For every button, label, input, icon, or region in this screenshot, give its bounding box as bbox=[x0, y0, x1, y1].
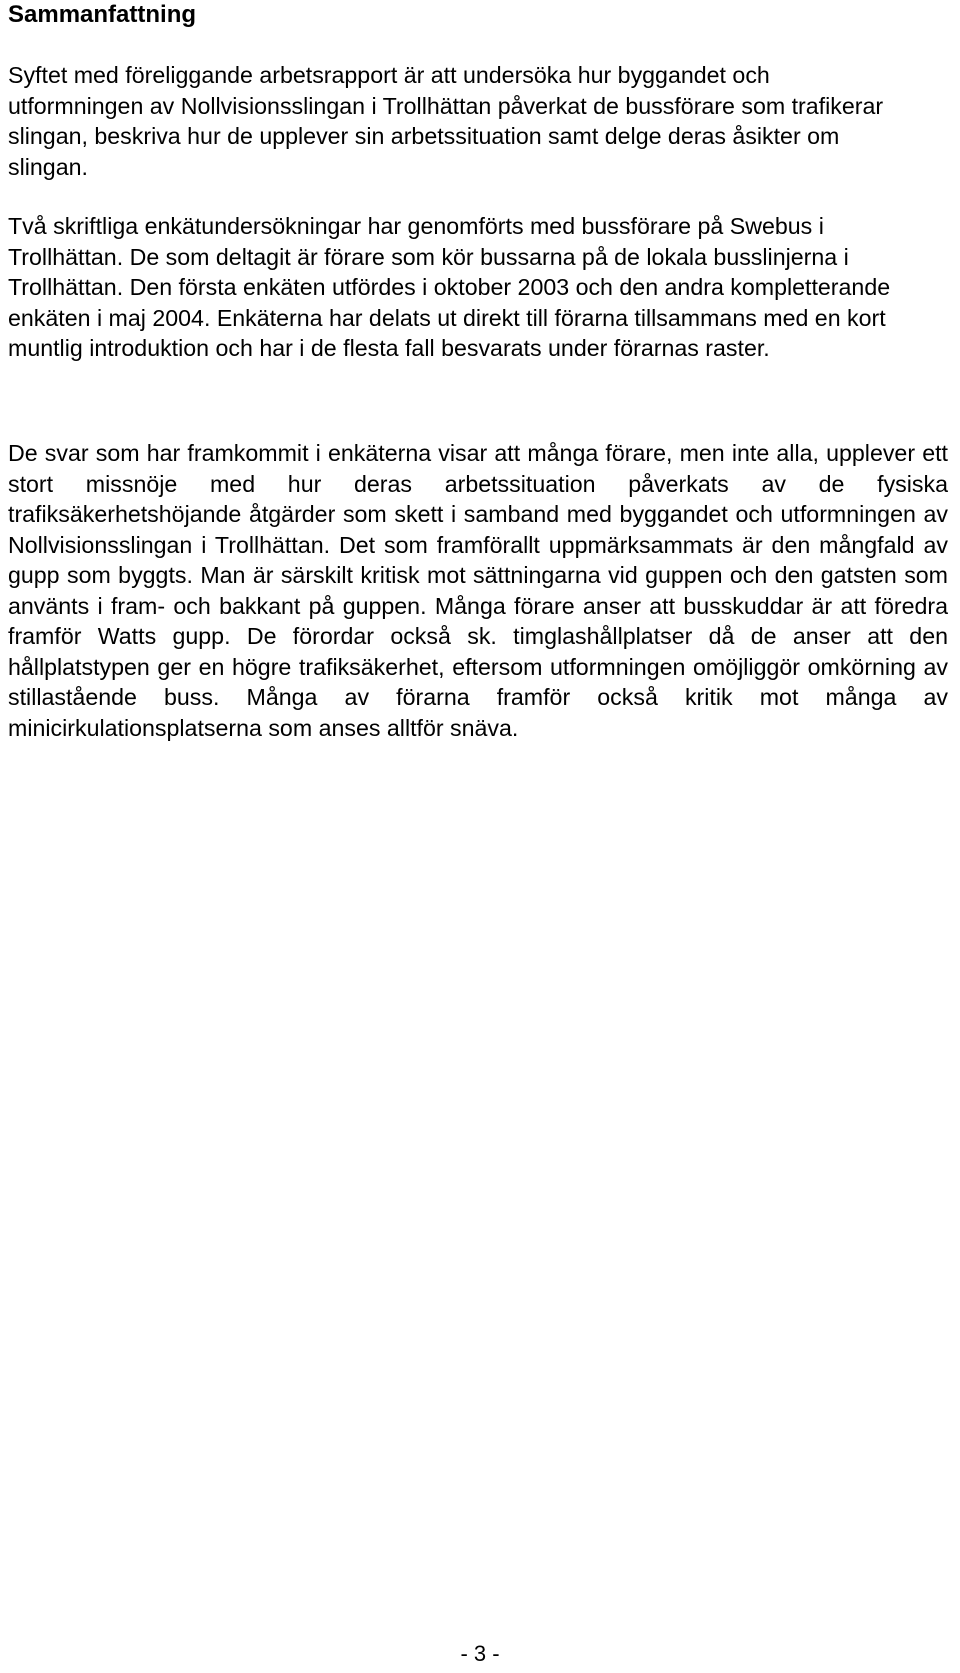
section-heading: Sammanfattning bbox=[8, 1, 197, 28]
paragraph-results: De svar som har framkommit i enkäterna visar att många förare, men inte alla, upplever ett stort missnöje med hur deras arbetssituation påverkats av de fysiska trafiksäkerhetshöjande åtgärder som skett i samband med byggandet och utformningen av Nollvisionsslingan i Trollhättan. Det som framförallt uppmärksammats är den mångfald av gupp som byggts. Man är särskilt kritisk mot sättningarna vid guppen och den gatsten som använts i fram- och bakkant på guppen. Många förare anser att busskuddar är att föredra framför Watts gupp. De förordar också sk. timglashållplatser då de anser att den hållplatstypen ger en högre trafiksäkerhet, eftersom utformningen omöjliggör omkörning av stillastående buss. Många av förarna framför också kritik mot många av minicirkulationsplatserna som anses alltför snäva. bbox=[8, 440, 948, 741]
page-number: - 3 - bbox=[460, 1641, 500, 1666]
paragraph-method: Två skriftliga enkätundersökningar har genomförts med bussförare på Swebus i Trollhättan. De som deltagit är förare som kör bussarna på de lokala busslinjerna i Trollhättan. Den första enkäten utfördes i oktober 2003 och den andra kompletterande enkäten i maj 2004. Enkäterna har delats ut direkt till förarna tillsammans med en kort muntlig introduktion och har i de flesta fall besvarats under förarnas raster. bbox=[8, 213, 891, 361]
paragraph-purpose: Syftet med föreliggande arbetsrapport är att undersöka hur byggandet och utformningen av Nollvisionsslingan i Trollhättan påverkat de bussförare som trafikerar slingan, beskriva hur de upplever sin arbetssituation samt delge deras åsikter om slingan. bbox=[8, 62, 884, 180]
